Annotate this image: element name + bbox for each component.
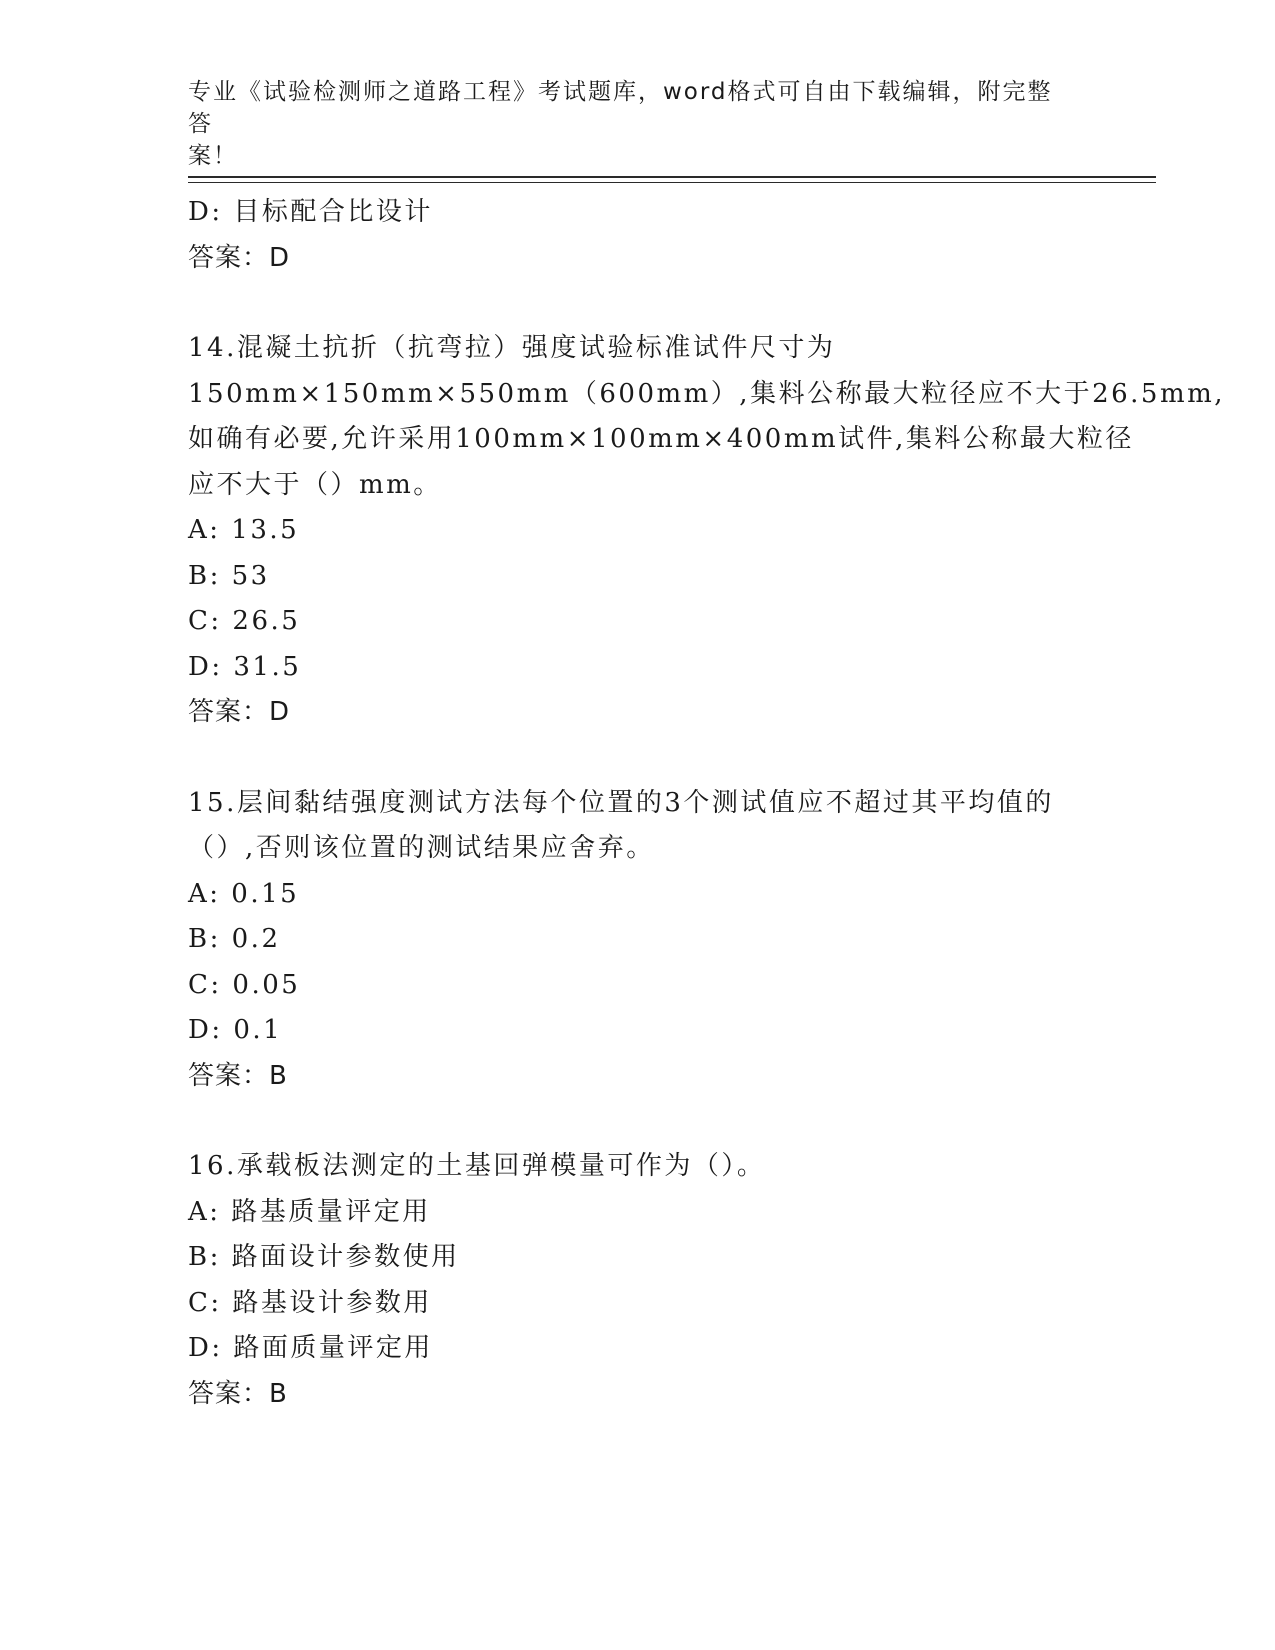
header-line-2: 案！ — [188, 143, 238, 169]
question-16 — [188, 1144, 1088, 1417]
question-content — [188, 190, 1226, 1417]
option-b: B: 路面设计参数使用 — [188, 1242, 460, 1272]
option-c: C: 0.05 — [188, 969, 301, 1000]
carryover-block — [188, 190, 1088, 281]
option-b: B: 53 — [188, 560, 270, 591]
question-stem-line: 150mm×150mm×550mm（600mm）,集料公称最大粒径应不大于26.5mm, — [188, 378, 1226, 409]
option-b: B: 0.2 — [188, 924, 281, 954]
header-divider-thin — [188, 182, 1156, 183]
question-stem-line: 15.层间黏结强度测试方法每个位置的3个测试值应不超过其平均值的 — [188, 787, 1054, 818]
option-c: C: 26.5 — [188, 606, 301, 636]
question-stem-line: 16.承载板法测定的土基回弹模量可作为（）。 — [188, 1151, 766, 1181]
question-stem-line: 应不大于（）mm。 — [188, 469, 442, 500]
option-d: D: 0.1 — [188, 1015, 283, 1045]
question-stem-line: 如确有必要,允许采用100mm×100mm×400mm试件,集料公称最大粒径 — [188, 424, 1134, 454]
answer-line: 答案：D — [188, 697, 291, 727]
header-line-1: 专业《试验检测师之道路工程》考试题库，word格式可自由下载编辑，附完整答 — [188, 79, 1053, 137]
answer-line: 答案：B — [188, 1060, 288, 1091]
option-d: D: 31.5 — [188, 651, 302, 682]
answer-line: 答案：D — [188, 242, 291, 273]
option-d: D: 路面质量评定用 — [188, 1333, 433, 1363]
question-stem-line: （）,否则该位置的测试结果应舍弃。 — [188, 833, 655, 863]
option-c: C: 路基设计参数用 — [188, 1287, 432, 1318]
question-15 — [188, 781, 1088, 1100]
page-header — [188, 76, 1068, 172]
option-a: A: 路基质量评定用 — [188, 1196, 431, 1227]
option-d: D: 目标配合比设计 — [188, 197, 433, 227]
question-14 — [188, 326, 1226, 736]
option-a: A: 13.5 — [188, 515, 300, 545]
answer-line: 答案：B — [188, 1378, 288, 1409]
header-divider-thick — [188, 176, 1156, 178]
question-stem-line: 14.混凝土抗折（抗弯拉）强度试验标准试件尺寸为 — [188, 333, 836, 363]
option-a: A: 0.15 — [188, 878, 300, 909]
